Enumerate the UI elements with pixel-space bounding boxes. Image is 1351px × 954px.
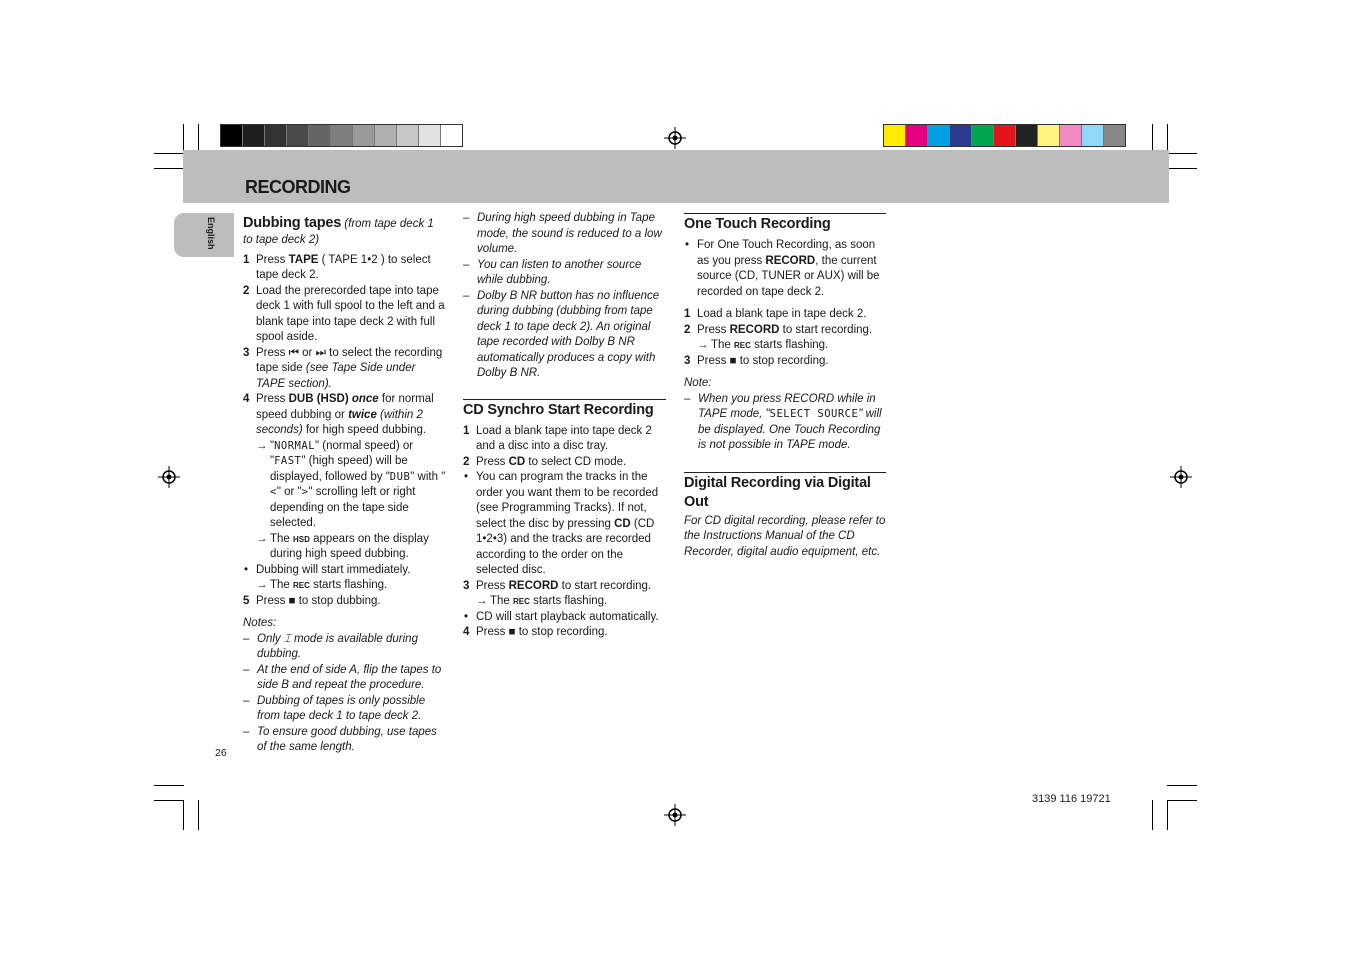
step-4: 4 Press DUB (HSD) once for normal speed dubbing or twice (within 2 seconds) for high speed dubbing. bbox=[243, 393, 434, 436]
bullet-dubbing-start: • Dubbing will start immediately. bbox=[244, 563, 411, 576]
color-swatch-9 bbox=[1082, 125, 1104, 146]
digital-recording-text: For CD digital recording, please refer to the Instructions Manual of the CD Recorder, digital audio equipment, etc. bbox=[684, 514, 886, 558]
color-swatch-10 bbox=[1104, 125, 1125, 146]
one-touch-heading: One Touch Recording bbox=[684, 213, 886, 234]
cd-step-3-result: → The REC starts flashing. bbox=[463, 594, 666, 610]
page-number: 26 bbox=[215, 747, 227, 759]
color-swatch-3 bbox=[950, 125, 972, 146]
stop-icon: ■ bbox=[508, 626, 516, 638]
language-tab-label: English bbox=[206, 217, 216, 250]
document-code: 3139 116 19721 bbox=[1032, 793, 1111, 805]
note-4: – To ensure good dubbing, use tapes of the same length. bbox=[243, 725, 437, 753]
section-header-band bbox=[183, 150, 1169, 203]
color-swatch-1 bbox=[906, 125, 928, 146]
color-swatch-4 bbox=[972, 125, 994, 146]
ot-note-label: Note: bbox=[684, 377, 712, 389]
note-1: – Only ⌶ mode is available during dubbing. bbox=[243, 632, 418, 660]
cd-step-3: 3 Press RECORD to start recording. bbox=[463, 579, 652, 592]
arrow-icon: → bbox=[697, 339, 709, 351]
cd-bullet-program: • You can program the tracks in the order you want them to be recorded (see Programming Tracks). If not, select the disc by pressing CD (CD 1•2•3) and the tracks are recorded according to the order on the selected disc. bbox=[464, 471, 659, 576]
digital-recording-heading: Digital Recording via Digital Out bbox=[684, 472, 886, 512]
dubbing-heading: Dubbing tapes (from tape deck 1 to tape deck 2) bbox=[243, 215, 434, 246]
grey-swatch-10 bbox=[441, 125, 462, 146]
section-title: RECORDING bbox=[245, 177, 351, 197]
step-4-result: → "NORMAL" (normal speed) or "FAST" (high speed) will be displayed, followed by "DUB" with "<" or ">" scrolling left or right depending on the tape side selected. bbox=[256, 439, 446, 529]
note-listen: – You can listen to another source while dubbing. bbox=[463, 258, 642, 286]
language-tab bbox=[174, 213, 234, 257]
arrow-icon: → bbox=[256, 532, 268, 545]
registration-mark-icon bbox=[1170, 466, 1192, 488]
color-swatch-8 bbox=[1060, 125, 1082, 146]
step-4-hsd: → The HSD appears on the display during high speed dubbing. bbox=[256, 532, 429, 560]
color-swatch-7 bbox=[1038, 125, 1060, 146]
color-swatch-0 bbox=[884, 125, 906, 146]
next-icon: ⏭ bbox=[315, 346, 326, 359]
color-swatch-2 bbox=[928, 125, 950, 146]
previous-icon: ⏮ bbox=[288, 346, 299, 359]
ot-step-3: 3 Press ■ to stop recording. bbox=[684, 354, 829, 367]
grey-swatch-4 bbox=[309, 125, 331, 146]
grey-swatch-5 bbox=[331, 125, 353, 146]
color-swatch-6 bbox=[1016, 125, 1038, 146]
cd-synchro-heading: CD Synchro Start Recording bbox=[463, 399, 666, 420]
cd-bullet-playback: • CD will start playback automatically. bbox=[464, 610, 659, 623]
step-3: 3 Press ⏮ or ⏭ to select the recording tape side (see Tape Side under TAPE section). bbox=[243, 346, 443, 390]
grey-swatch-8 bbox=[397, 125, 419, 146]
grey-swatch-2 bbox=[265, 125, 287, 146]
column-dubbing-tapes bbox=[243, 214, 446, 756]
grey-swatch-0 bbox=[221, 125, 243, 146]
tape-mode-icon: ⌶ bbox=[283, 632, 291, 645]
note-3: – Dubbing of tapes is only possible from tape deck 1 to tape deck 2. bbox=[243, 694, 426, 722]
grey-swatch-9 bbox=[419, 125, 441, 146]
ot-bullet: • For One Touch Recording, as soon as you press RECORD, the current source (CD, TUNER or AUX) will be recorded on tape deck 2. bbox=[685, 239, 880, 298]
bullet-rec-flash: → The REC starts flashing. bbox=[243, 578, 446, 594]
grey-swatch-7 bbox=[375, 125, 397, 146]
note-dolby: – Dolby B NR button has no influence during dubbing (dubbing from tape deck 1 to tape deck 2). An original tape recorded with Dolby B NR automatically produces a copy with Dolby B NR. bbox=[463, 289, 660, 379]
arrow-icon: → bbox=[256, 439, 268, 452]
column-one-touch bbox=[684, 213, 886, 560]
stop-icon: ■ bbox=[729, 354, 737, 367]
grey-color-strip bbox=[220, 124, 463, 147]
ot-step-2-result: → The REC starts flashing. bbox=[684, 338, 886, 354]
cd-step-2: 2 Press CD to select CD mode. bbox=[463, 455, 627, 468]
note-2: – At the end of side A, flip the tapes to side B and repeat the procedure. bbox=[243, 663, 442, 691]
step-5: 5 Press ■ to stop dubbing. bbox=[243, 594, 381, 607]
arrow-icon: → bbox=[256, 579, 268, 591]
notes-label: Notes: bbox=[243, 617, 277, 629]
grey-swatch-3 bbox=[287, 125, 309, 146]
grey-swatch-1 bbox=[243, 125, 265, 146]
ot-step-1: 1 Load a blank tape in tape deck 2. bbox=[684, 308, 867, 320]
arrow-icon: → bbox=[476, 595, 488, 607]
cd-step-1: 1 Load a blank tape into tape deck 2 and a disc into a disc tray. bbox=[463, 424, 652, 452]
cd-step-4: 4 Press ■ to stop recording. bbox=[463, 626, 608, 638]
registration-mark-icon bbox=[664, 127, 686, 149]
registration-mark-icon bbox=[664, 804, 686, 826]
stop-icon: ■ bbox=[288, 594, 296, 607]
step-1: 1 Press TAPE ( TAPE 1•2 ) to select tape deck 2. bbox=[243, 253, 431, 281]
grey-swatch-6 bbox=[353, 125, 375, 146]
registration-mark-icon bbox=[158, 466, 180, 488]
column-cd-synchro bbox=[463, 211, 666, 641]
ot-step-2: 2 Press RECORD to start recording. bbox=[684, 323, 873, 336]
step-2: 2 Load the prerecorded tape into tape deck 1 with full spool to the left and a blank tape into tape deck 2 with full spool aside. bbox=[243, 284, 445, 343]
color-swatch-5 bbox=[994, 125, 1016, 146]
ot-note: – When you press RECORD while in TAPE mode, "SELECT SOURCE" will be displayed. One Touch Recording is not possible in TAPE mode. bbox=[684, 392, 882, 451]
color-calibration-strip bbox=[883, 124, 1126, 147]
note-high-speed: – During high speed dubbing in Tape mode, the sound is reduced to a low volume. bbox=[463, 212, 662, 255]
